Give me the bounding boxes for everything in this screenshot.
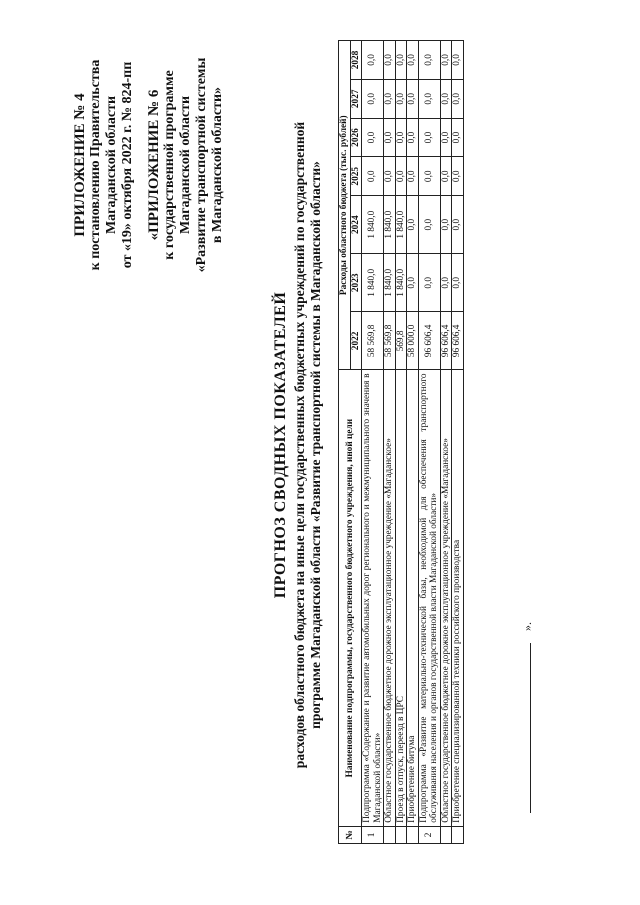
forecast-table xyxy=(338,40,464,844)
value-cell: 1 840,0 xyxy=(362,196,384,254)
value-cell: 0,0 xyxy=(418,118,440,157)
value-cell: 0,0 xyxy=(384,41,396,80)
value-cell: 0,0 xyxy=(362,118,384,157)
appendix-line: «Развитие транспортной системы xyxy=(194,57,209,273)
value-cell: 0,0 xyxy=(395,157,407,196)
row-number xyxy=(407,826,419,843)
value-cell: 0,0 xyxy=(440,79,452,118)
value-cell: 0,0 xyxy=(418,254,440,312)
row-number xyxy=(440,826,452,843)
value-cell: 58 569,8 xyxy=(362,312,384,370)
table-row xyxy=(440,41,452,844)
appendix-line: Магаданской области xyxy=(178,95,193,235)
row-name: Приобретение битума xyxy=(407,370,419,826)
value-cell: 0,0 xyxy=(440,157,452,196)
header-number: № xyxy=(339,826,362,843)
header-year: 2025 xyxy=(350,157,362,196)
row-number: 2 xyxy=(418,826,440,843)
value-cell: 96 606,4 xyxy=(452,312,464,370)
appendix-header xyxy=(72,25,226,305)
value-cell: 1 840,0 xyxy=(395,196,407,254)
document-subtitle xyxy=(292,45,324,845)
row-number xyxy=(395,826,407,843)
table-row xyxy=(407,41,419,844)
value-cell: 0,0 xyxy=(452,79,464,118)
row-name: Областное государственное бюджетное дорожное эксплуатационное учреждение «Магаданское» xyxy=(384,370,396,826)
value-cell: 0,0 xyxy=(407,41,419,80)
value-cell: 569,8 xyxy=(395,312,407,370)
value-cell: 0,0 xyxy=(384,79,396,118)
appendix-line: в Магаданской области» xyxy=(210,86,225,244)
value-cell: 0,0 xyxy=(440,41,452,80)
value-cell: 0,0 xyxy=(440,118,452,157)
table-row xyxy=(452,41,464,844)
row-number xyxy=(452,826,464,843)
value-cell: 0,0 xyxy=(452,196,464,254)
value-cell: 1 840,0 xyxy=(384,254,396,312)
row-name: Проезд в отпуск, переезд в ЦРС xyxy=(395,370,407,826)
value-cell: 0,0 xyxy=(452,254,464,312)
value-cell: 0,0 xyxy=(440,254,452,312)
value-cell: 0,0 xyxy=(418,157,440,196)
subtitle-line: программе Магаданской области «Развитие транспортной системы в Магаданской области» xyxy=(308,161,323,729)
value-cell: 0,0 xyxy=(452,41,464,80)
value-cell: 0,0 xyxy=(418,41,440,80)
table-row xyxy=(362,41,384,844)
header-year: 2028 xyxy=(350,41,362,80)
appendix-line: к постановлению Правительства xyxy=(88,59,103,271)
value-cell: 1 840,0 xyxy=(384,196,396,254)
spacer xyxy=(136,25,146,305)
value-cell: 0,0 xyxy=(407,157,419,196)
value-cell: 0,0 xyxy=(407,118,419,157)
value-cell: 0,0 xyxy=(384,157,396,196)
table-header-row xyxy=(339,41,351,844)
header-year: 2024 xyxy=(350,196,362,254)
header-year: 2022 xyxy=(350,312,362,370)
closing-underline xyxy=(530,643,531,813)
value-cell: 1 840,0 xyxy=(362,254,384,312)
appendix-decree-date: от «19» октября 2022 г. № 824-пп xyxy=(120,61,135,269)
value-cell: 58 000,0 xyxy=(407,312,419,370)
value-cell: 0,0 xyxy=(384,118,396,157)
value-cell: 0,0 xyxy=(440,196,452,254)
table-row xyxy=(418,41,440,844)
header-expenses-group: Расходы областного бюджета (тыс. рублей) xyxy=(339,41,351,370)
row-name: Подпрограмма «Содержание и развитие автомобильных дорог регионального и межмуниципального значения в Магаданской области» xyxy=(362,370,384,826)
header-name: Наименование подпрограммы, государственного бюджетного учреждения, иной цели xyxy=(339,370,362,826)
appendix-line: Магаданской области xyxy=(104,95,119,235)
row-number xyxy=(384,826,396,843)
appendix-line: к государственной программе xyxy=(162,70,177,260)
row-name: Подпрограмма «Развитие материально-технической базы, необходимой для обеспечения транспортного обслуживания населения и органов государственной власти Магаданской области» xyxy=(418,370,440,826)
value-cell: 0,0 xyxy=(362,157,384,196)
subtitle-line: расходов областного бюджета на иные цели государственных бюджетных учреждений по государственной xyxy=(292,121,307,769)
document-title: ПРОГНОЗ СВОДНЫХ ПОКАЗАТЕЛЕЙ xyxy=(272,291,289,599)
row-name: Областное государственное бюджетное дорожное эксплуатационное учреждение «Магаданское» xyxy=(440,370,452,826)
value-cell: 0,0 xyxy=(407,79,419,118)
table-row xyxy=(384,41,396,844)
row-number: 1 xyxy=(362,826,384,843)
value-cell: 0,0 xyxy=(418,196,440,254)
header-year: 2026 xyxy=(350,118,362,157)
value-cell: 0,0 xyxy=(452,157,464,196)
closing-quote: ». xyxy=(520,622,534,631)
value-cell: 58 569,8 xyxy=(384,312,396,370)
value-cell: 0,0 xyxy=(395,79,407,118)
value-cell: 0,0 xyxy=(418,79,440,118)
value-cell: 0,0 xyxy=(395,41,407,80)
appendix-program-title: «ПРИЛОЖЕНИЕ № 6 xyxy=(146,89,162,241)
value-cell: 0,0 xyxy=(362,79,384,118)
appendix-title: ПРИЛОЖЕНИЕ № 4 xyxy=(72,93,88,237)
header-year: 2027 xyxy=(350,79,362,118)
value-cell: 0,0 xyxy=(452,118,464,157)
value-cell: 0,0 xyxy=(407,196,419,254)
closing-mark xyxy=(520,525,534,825)
row-name: Приобретение специализированной техники российского производства xyxy=(452,370,464,826)
value-cell: 96 606,4 xyxy=(418,312,440,370)
value-cell: 1 840,0 xyxy=(395,254,407,312)
value-cell: 0,0 xyxy=(362,41,384,80)
value-cell: 0,0 xyxy=(395,118,407,157)
header-year: 2023 xyxy=(350,254,362,312)
table-row xyxy=(395,41,407,844)
value-cell: 0,0 xyxy=(407,254,419,312)
value-cell: 96 606,4 xyxy=(440,312,452,370)
